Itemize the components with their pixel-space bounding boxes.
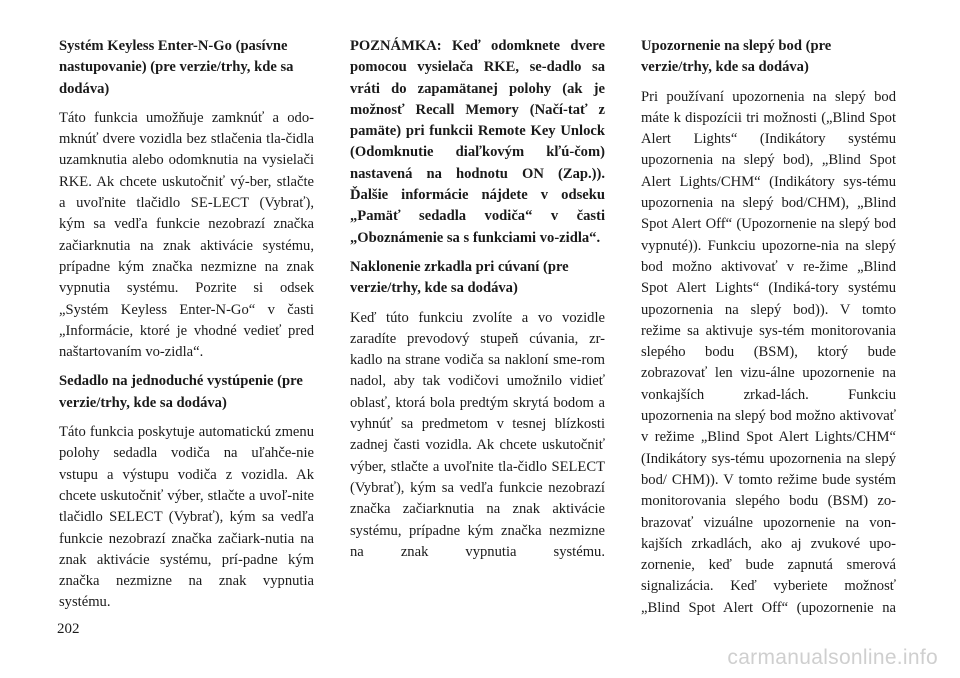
watermark: carmanualsonline.info [727,646,938,669]
paragraph-keyless-enter-n-go: Táto funkcia umožňuje zamknúť a odo-mknúť dvere vozidla bez stlačenia tla-čidla uzamknutia alebo odomknutia na vysielači RKE. Ak chcete uskutočniť vý-ber, stlačte a uvoľnite tlačidlo SE-LECT (Vybrať), kým sa vedľa funkcie nezobrazí značka začiarknutia na znak aktivácie systému, prípadne kým značka nezmizne na znak vypnutia systému. Pozrite si odsek „Systém Keyless Enter-N-Go“ v časti „Informácie, ktoré je vhodné vedieť pred naštartovaním vo-zidla“. [59,109,314,361]
heading-blind-spot-alert: Upozornenie na slepý bod (pre verzie/trhy, kde sa dodáva) [641,38,832,76]
paragraph-mirror-tilt-reverse: Keď túto funkciu zvolíte a vo vozidle zaradíte prevodový stupeň cúvania, zr-kadlo na strane vodiča sa nakloní sme-rom nadol, aby tak vodičovi umožnilo vidieť oblasť, ktorá bola predtým skrytá bodom a vyhnúť sa predmetom v tesnej blízkosti zadnej časti vozidla. Ak chcete uskutočniť výber, stlačte a uvoľnite tla-čidlo SELECT (Vybrať), kým sa vedľa funkcie nezobrazí značka začiarknutia na znak aktivácie systému, prípadne kým značka nezmizne na znak vypnutia systému. [350,309,605,560]
paragraph-blind-spot-alert: Pri používaní upozornenia na slepý bod máte k dispozícii tri možnosti („Blind Spot Alert Lights“ (Indikátory systému upozornenia na slepý bod), „Blind Spot Alert Lights/CHM“ (Indikátory sys-tému upozornenia na slepý bod/CHM), „Blind Spot Alert Off“ (Upozornenie na slepý bod vypnuté)). Funkciu upozorne-nia na slepý bod možno aktivovať v re-žime „Blind Spot Alert Lights“ (Indiká-tory systému upozornenia na slepý bod)). V tomto režime sa aktivuje sys-tém monitorovania slepého bodu (BSM), ktorý bude zobrazovať len vizu-álne upozornenie na vonkajších zrkad-lách. Funkciu upozornenia na slepý bod možno aktivovať v režime „Blind Spot Alert Lights/CHM“ (Indikátory sys-tému upozornenia na slepý bod/ CHM)). V tomto režime bude systém monitorovania slepého bodu (BSM) zo-brazovať vizuálne upozornenie na von-kajších zrkadlách, ako aj zvukové upo-zornenie, keď bude zapnutá smerová signalizácia. Keď vyberiete možnosť „Blind Spot Alert Off“ (upozornenie na [641,88,896,616]
column-left [59,36,314,622]
note-seat-memory: POZNÁMKA: Keď odomknete dvere pomocou vysielača RKE, se-dadlo sa vráti do zapamätanej polohy (ak je možnosť Recall Memory (Načí-tať z pamäte) pri funkcii Remote Key Unlock (Odomknutie diaľkovým kľú-čom) nastavená na hodnotu ON (Zap.)). Ďalšie informácie nájdete v odseku „Pamäť sedadla vodiča“ v časti „Oboznámenie sa s funkciami vo-zidla“. [350,38,605,246]
heading-easy-exit-seat: Sedadlo na jednoduché vystúpenie (pre verzie/trhy, kde sa dodáva) [59,373,303,411]
heading-keyless-enter-n-go: Systém Keyless Enter-N-Go (pasívne nastupovanie) (pre verzie/trhy, kde sa dodáva) [59,38,294,97]
column-middle [350,36,605,571]
page-number: 202 [57,621,80,637]
paragraph-easy-exit-seat: Táto funkcia poskytuje automatickú zmenu polohy sedadla vodiča na uľahče-nie vstupu a výstupu vodiča z vozidla. Ak chcete uskutočniť výber, stlačte a uvoľ-nite tlačidlo SELECT (Vybrať), kým sa vedľa funkcie nezobrazí značka začiark-nutia na znak aktivácie systému, prí-padne kým značka nezmizne na znak vypnutia systému. [59,424,314,611]
heading-mirror-tilt-reverse: Naklonenie zrkadla pri cúvaní (pre verzie/trhy, kde sa dodáva) [350,258,569,297]
column-right [641,36,896,627]
